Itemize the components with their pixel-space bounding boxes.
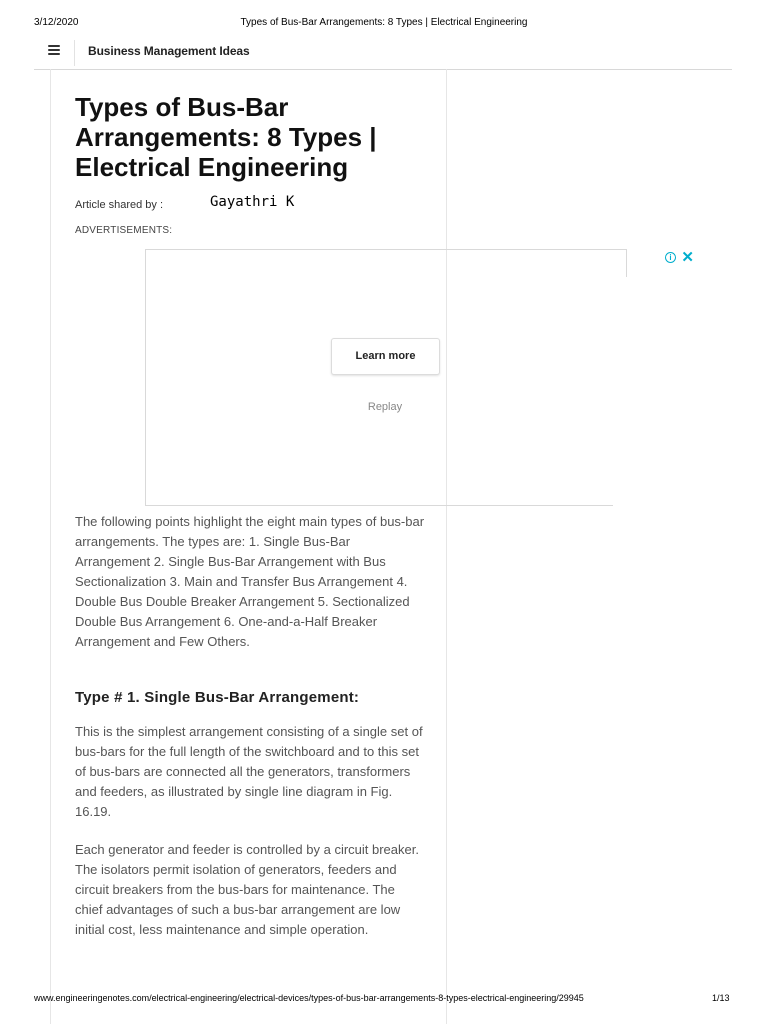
site-name-link[interactable]: Business Management Ideas (88, 44, 250, 58)
print-footer-url: www.engineeringenotes.com/electrical-engineering/electrical-devices/types-of-bus-bar-arrangements-8-types-electrical-engineering/29945 (34, 993, 584, 1003)
ad-controls (665, 250, 694, 264)
print-date: 3/12/2020 (34, 17, 79, 28)
print-header (0, 17, 768, 31)
hamburger-icon[interactable] (48, 45, 60, 55)
learn-more-button[interactable]: Learn more (331, 338, 440, 375)
print-page-number: 1/13 (712, 993, 730, 1003)
replay-link[interactable]: Replay (367, 401, 403, 413)
nav-divider (74, 40, 75, 66)
body-paragraph-1: This is the simplest arrangement consisting of a single set of bus-bars for the full length of the switchboard and to this set of bus-bars are connected all the generators, transformers and feeders, as illustrated by single line diagram in Fig. 16.19. (75, 724, 423, 819)
ad-info-icon[interactable]: i (665, 252, 676, 263)
byline-label: Article shared by : (75, 199, 164, 211)
section-heading: Type # 1. Single Bus-Bar Arrangement: (75, 689, 360, 706)
ad-frame-corner (612, 249, 627, 277)
author-name: Gayathri K (210, 194, 295, 210)
top-navbar (34, 36, 732, 70)
ad-frame (145, 249, 613, 506)
advertisements-label: ADVERTISEMENTS: (75, 225, 173, 236)
intro-paragraph: The following points highlight the eight main types of bus-bar arrangements. The types are: 1. Single Bus-Bar Arrangement 2. Single Bus-Bar Arrangement with Bus Sectionalization 3. Main and Transfer Bus Arrangement 4. Double Bus Double Breaker Arrangement 5. Sectionalized Double Bus Arrangement 6. One-and-a-Half Breaker Arrangement and Few Others. (75, 514, 425, 649)
print-footer (0, 993, 768, 1007)
article-title: Types of Bus-Bar Arrangements: 8 Types | Electrical Engineering (75, 92, 377, 182)
print-header-title: Types of Bus-Bar Arrangements: 8 Types | Electrical Engineering (240, 17, 528, 28)
body-paragraph-2: Each generator and feeder is controlled by a circuit breaker. The isolators permit isolation of generators, feeders and circuit breakers from the bus-bars for maintenance. The chief advantages of such a bus-bar arrangement are low initial cost, less maintenance and simple operation. (75, 842, 419, 937)
ad-close-icon[interactable]: ✕ (681, 248, 694, 266)
